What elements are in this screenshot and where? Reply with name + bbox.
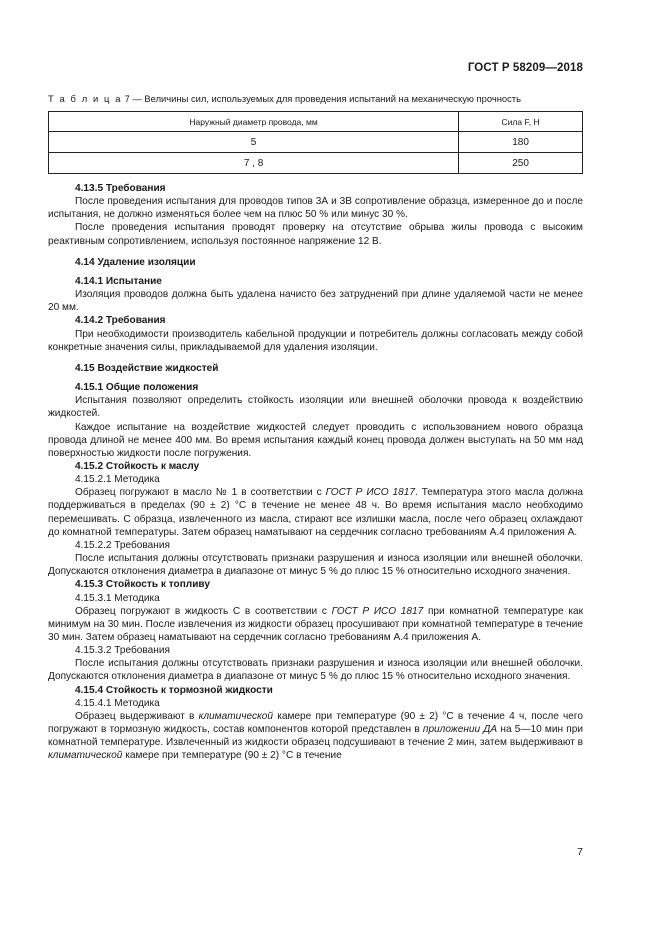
table-caption-text: 7 — Величины сил, используемых для проведения испытаний на механическую прочность — [122, 93, 521, 104]
table-header-row — [49, 112, 583, 132]
cell-diameter: 5 — [49, 132, 459, 153]
subsection-heading: 4.15.4 Стойкость к тормозной жидкости — [75, 684, 273, 696]
paragraph: После проведения испытания проводят проверку на отсутствие обрыва жилы провода с высоким реактивным сопротивлением, используя постоянное напряжение 12 В. — [48, 222, 583, 247]
subsection-heading: 4.14.1 Испытание — [75, 275, 162, 287]
cell-diameter: 7 , 8 — [49, 153, 459, 174]
paragraph: Образец погружают в жидкость С в соответствии с ГОСТ Р ИСО 1817 при комнатной температуре как минимум на 30 мин. После извлечения из жидкости образец просушивают при комнатной температуре в течение 30 мин. Затем образец наматывают на сердечник согласно требованиям А.4 приложения А. — [48, 605, 583, 643]
clause-heading: 4.15.3.1 Методика — [75, 592, 160, 604]
page-number: 7 — [577, 846, 583, 858]
cell-force: 180 — [459, 132, 583, 153]
paragraph: Образец выдерживают в климатической камере при температуре (90 ± 2) °С в течение 4 ч, после чего погружают в тормозную жидкость, состав компонентов которой представлен в приложении ДА на 5—10 мин при комнатной температуре. Извлеченный из жидкости образец подсушивают в течение 2 мин, затем выдерживают в климатической камере при температуре (90 ± 2) °С в течение — [48, 710, 583, 762]
paragraph: После испытания должны отсутствовать признаки разрушения и износа изоляции или внешней оболочки. Допускаются отклонения диаметра в диапазоне от минус 5 % до плюс 15 % относительно исходного значения. — [48, 553, 583, 578]
forces-table — [48, 111, 583, 174]
section-heading: 4.15 Воздействие жидкостей — [75, 362, 219, 374]
clause-heading: 4.15.2.2 Требования — [75, 539, 170, 551]
cell-force: 250 — [459, 153, 583, 174]
table-caption — [48, 93, 521, 104]
clause-heading: 4.15.3.2 Требования — [75, 645, 170, 657]
section-heading: 4.14 Удаление изоляции — [75, 256, 196, 268]
standard-reference: ГОСТ Р ИСО 1817 — [331, 605, 424, 617]
subsection-heading: 4.15.1 Общие положения — [75, 382, 199, 394]
clause-heading: 4.15.4.1 Методика — [75, 697, 160, 709]
column-header-diameter: Наружный диаметр провода, мм — [49, 112, 459, 132]
paragraph: Каждое испытание на воздействие жидкостей следует проводить с использованием нового образца провода длиной не менее 400 мм. Во время испытания каждый конец провода должен выступать на 50 мм над поверхностью жидкости после погружения. — [48, 421, 583, 459]
subsection-heading: 4.15.2 Стойкость к маслу — [75, 460, 200, 472]
paragraph: После испытания должны отсутствовать признаки разрушения и износа изоляции или внешней оболочки. Допускаются отклонения диаметра в диапазоне от минус 5 % до плюс 15 % относительно исходного значения. — [48, 658, 583, 683]
document-header: ГОСТ Р 58209—2018 — [467, 62, 583, 74]
document-body — [48, 182, 583, 763]
subsection-heading: 4.15.3 Стойкость к топливу — [75, 579, 210, 591]
table-row — [49, 153, 583, 174]
paragraph: Испытания позволяют определить стойкость изоляции или внешней оболочки провода к воздействию жидкостей. — [48, 395, 583, 420]
paragraph: Изоляция проводов должна быть удалена начисто без затруднений при длине удаляемой части не менее 20 мм. — [48, 289, 583, 314]
standard-reference: ГОСТ Р ИСО 1817 — [325, 487, 415, 499]
paragraph: После проведения испытания для проводов типов 3А и 3В сопротивление образца, измеренное до и после испытания, не должно изменяться более чем на плюс 50 % или минус 30 %. — [48, 196, 583, 221]
appendix-reference: приложении ДА — [422, 724, 498, 736]
column-header-force: Сила F, Н — [459, 112, 583, 132]
section-heading: 4.13.5 Требования — [75, 183, 166, 194]
paragraph: Образец погружают в масло № 1 в соответствии с ГОСТ Р ИСО 1817. Температура этого масла должна поддерживаться в пределах (90 ± 2) °С в течение не менее 48 ч. Во время испытания масло необходимо перемешивать. С образца, извлеченного из масла, стирают все излишки масла, после чего образец охлаждают до комнатной температуры. Затем образец наматывают на сердечник согласно требованиям А.4 приложения А. — [48, 487, 584, 538]
paragraph: При необходимости производитель кабельной продукции и потребитель должны согласовать между собой конкретные значения силы, прикладываемой для удаления изоляции. — [48, 328, 583, 353]
table-caption-label: Т а б л и ц а — [48, 93, 123, 104]
clause-heading: 4.15.2.1 Методика — [75, 474, 160, 486]
subsection-heading: 4.14.2 Требования — [75, 315, 166, 327]
table-row — [49, 132, 583, 153]
